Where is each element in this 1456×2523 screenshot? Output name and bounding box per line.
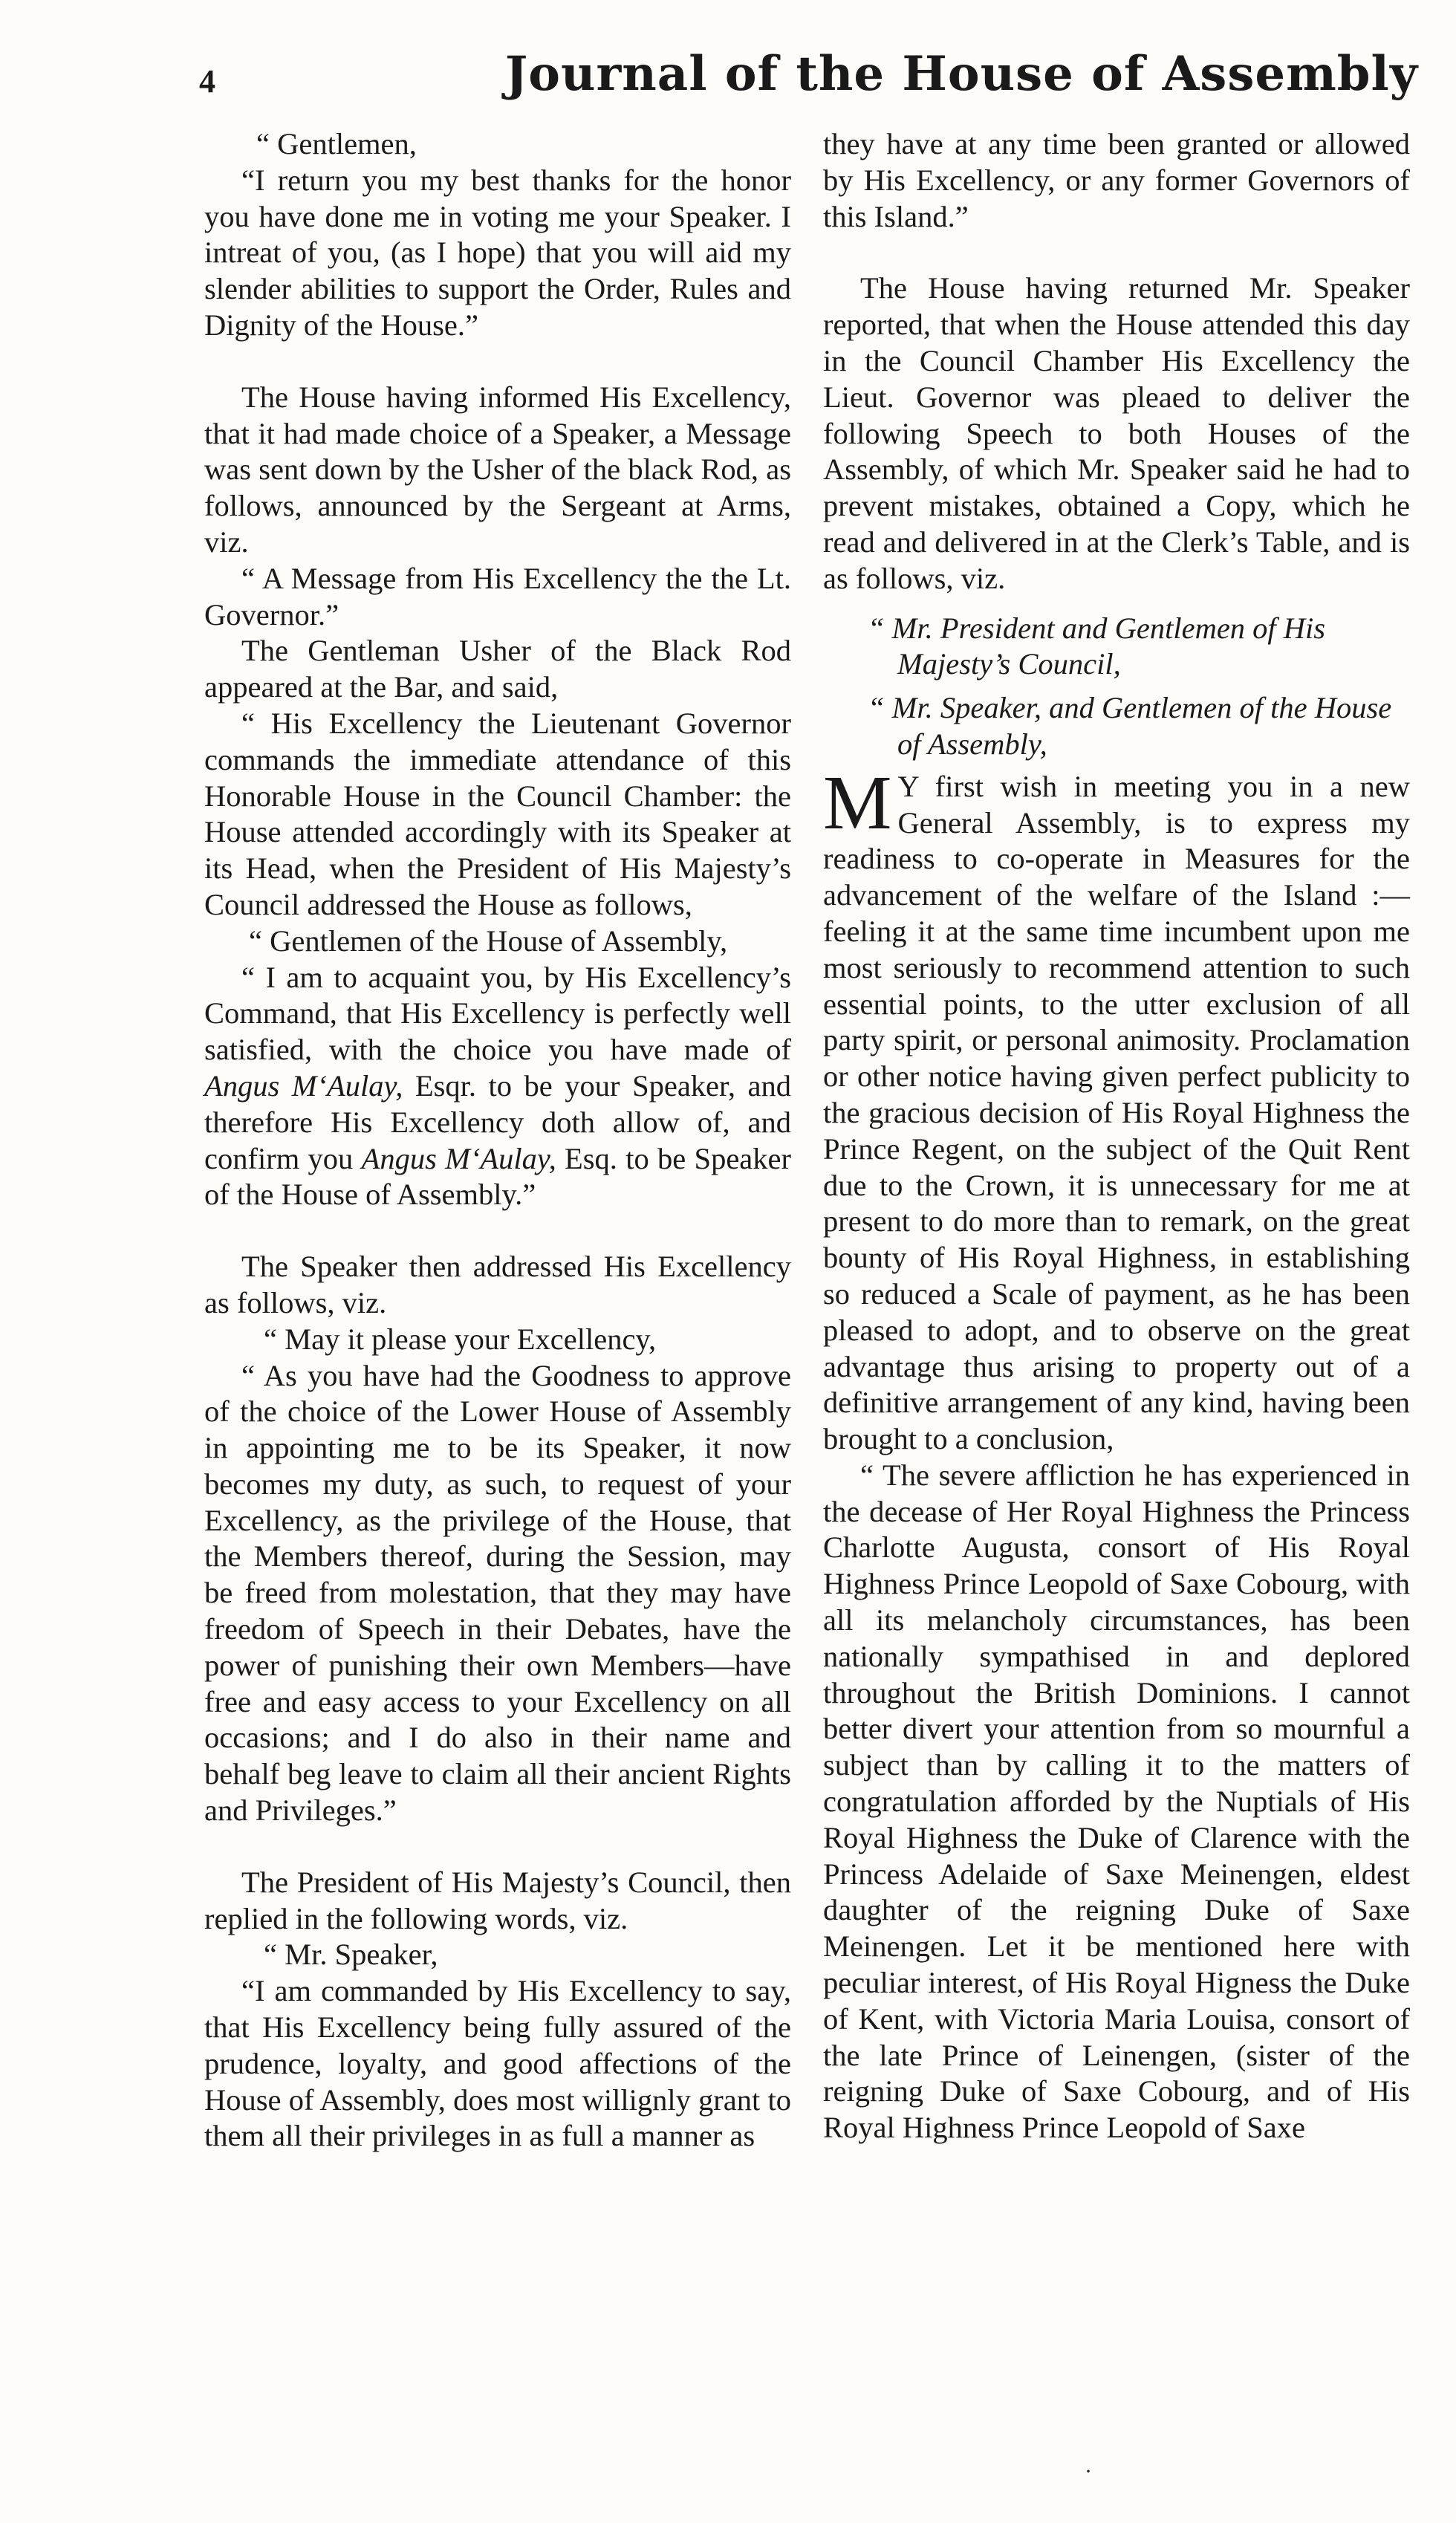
speech-opening-paragraph [823,759,1410,1458]
speaker-name-1: Angus M‘Aulay, [204,1068,403,1103]
speaker-reported-paragraph: The House having returned Mr. Speaker reported, that when the House attended this day in the Council Chamber His Excellency the Lieut. Governor was pleaed to deliver the following Speech to both Houses of the Assembly, of which Mr. Speaker said he had to prevent mistakes, obtained a Copy, which he read and delivered in at the Clerk’s Table, and is as follows, viz. [823,271,1410,595]
message-announcement: “ A Message from His Excellency the the Lt. Governor.” [204,561,791,631]
usher-appeared-paragraph: The Gentleman Usher of the Black Rod appeared at the Bar, and said, [204,634,791,704]
right-column [823,126,1410,2146]
speech-affliction-paragraph: “ The severe affliction he has experienced in the decease of Her Royal Highness the Princess Charlotte Augusta, consort of His Royal Highness Prince Leopold of Saxe Cobourg, with all its melancholy circumstances, has been nationally sympathised in and deplored throughout the British Dominions. I cannot better divert your attention from so mournful a subject than by calling it to the matters of congratulation afforded by the Nuptials of His Royal Highness the Duke of Clarence with the Princess Adelaide of Saxe Meinengen, eldest daughter of the reigning Duke of Saxe Meinengen. Let it be mentioned here with peculiar interest, of His Royal Higness the Duke of Kent, with Victoria Maria Louisa, consort of the late Prince of Leinengen, (sister of the reigning Duke of Saxe Cobourg, and of His Royal Highness Prince Leopold of Saxe [823,1458,1410,2145]
salutation-excellency: “ May it please your Excellency, [264,1322,657,1356]
salutation-gentlemen: “ Gentlemen, [256,127,417,160]
left-column [204,126,791,2155]
speaker-request-paragraph: “ As you have had the Goodness to approve of the choice of the Lower House of Assembly in appointing me to be its Speaker, it now becomes my duty, as such, to request of your Excellency, as the privilege of the House, that the Members thereof, during the Session, may be freed from molestation, that they may have freedom of Speech in their Debates, have the power of punishing their own Members—have free and easy access to your Excellency on all occasions; and I do also in their name and behalf beg leave to claim all their ancient Rights and Privileges.” [204,1358,791,1828]
lieutenant-governor-commands-paragraph: “ His Excellency the Lieutenant Governor commands the immediate attendance of this Honorable House in the Council Chamber: the House attended accordingly with its Speaker at its Head, when the President of His Majesty’s Council addressed the House as follows, [204,706,791,921]
page-number: 4 [199,63,215,100]
address-council: “ Mr. President and Gentlemen of His Majesty’s Council, [868,611,1326,681]
address-assembly: “ Mr. Speaker, and Gentlemen of the House of Assembly, [868,691,1392,761]
running-title: Journal of the House of Assembly [505,46,1419,102]
privileges-granted-paragraph: “I am commanded by His Excellency to say, that His Excellency being fully assured of the prudence, loyalty, and good affections of the House of Assembly, does most willignly grant to them all their privileges in as full a manner as [204,1974,791,2153]
president-acquaint-paragraph [204,960,791,1214]
acquaint-text-3: Esq. to be Speaker of the House of Assembly.” [204,1141,791,1212]
acquaint-text-2: Esqr. to be your Speaker, and therefore His Excellency doth allow of, and confirm you [204,1068,792,1175]
speaker-thanks-paragraph: “I return you my best thanks for the honor you have done me in voting me your Speaker. I intreat of you, (as I hope) that you will aid my slender abilities to support the Order, Rules and Dignity of the House.” [204,163,791,342]
privileges-continued-paragraph: they have at any time been granted or allowed by His Excellency, or any former Governors of this Island.” [823,127,1410,233]
house-informed-paragraph: The House having informed His Excellency, that it had made choice of a Speaker, a Message was sent down by the Usher of the black Rod, as follows, announced by the Sergeant at Arms, viz. [204,380,791,559]
president-replied-paragraph: The President of His Majesty’s Council, then replied in the following words, viz. [204,1865,791,1935]
speaker-addressed-paragraph: The Speaker then addressed His Excellency as follows, viz. [204,1250,791,1319]
speech-opening-text: Y first wish in meeting you in a new General Assembly, is to express my readiness to co-operate in Measures for the advancement of the welfare of the Island :—feeling it at the same time incumbent upon me most seriously to recommend attention to such essential points, to the utter exclusion of all party spirit, or personal animosity. Proclamation or other notice having given perfect publicity to the gracious decision of His Royal Highness the Prince Regent, on the subject of the Quit Rent due to the Crown, it is unnecessary for me at present to do more than to remark, on the great bounty of His Royal Highness, in establishing so reduced a Scale of payment, as he has been pleased to adopt, and to observe on the great advantage thus arising to property out of a definitive arrangement of any kind, having been brought to a conclusion, [823,769,1410,1456]
acquaint-text-1: “ I am to acquaint you, by His Excellency’s Command, that His Excellency is perfectly well satisfied, with the choice you have made of [204,960,791,1067]
salutation-house-of-assembly: “ Gentlemen of the House of Assembly, [249,923,728,958]
speaker-name-2: Angus M‘Aulay, [361,1141,556,1175]
drop-cap: M [823,759,892,845]
salutation-mr-speaker: “ Mr. Speaker, [264,1938,438,1972]
bottom-dot: · [1085,2459,1092,2484]
